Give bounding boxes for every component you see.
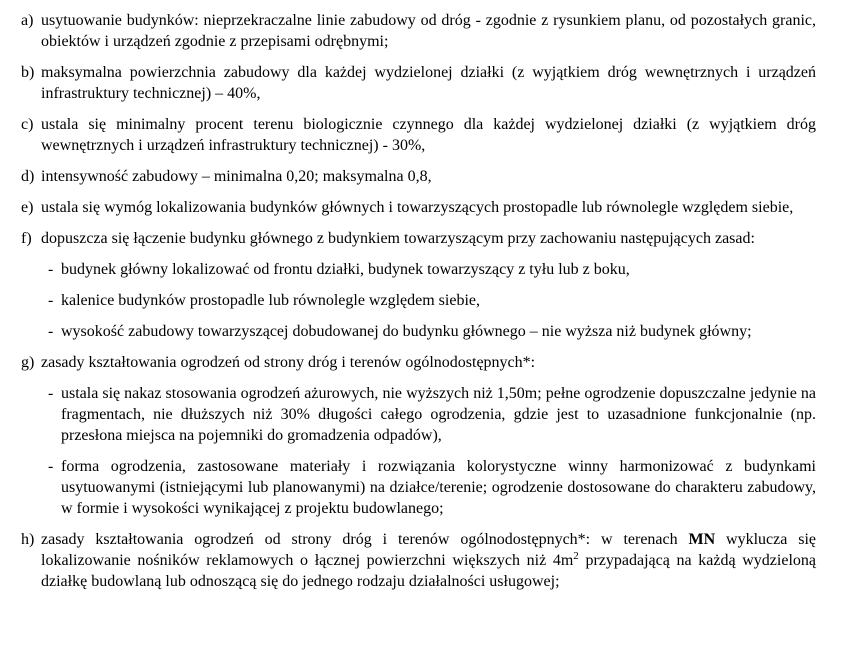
list-item-d: [21, 166, 816, 187]
list-marker: e): [21, 199, 34, 216]
list-marker: f): [21, 230, 32, 247]
zone-code-mn: MN: [688, 531, 716, 548]
dash-marker: -: [48, 323, 54, 340]
list-item-text-end: przypadającą na każdą wydzieloną działkę budowlaną lub odnoszącą się do jednego rodzaju działalności usługowej;: [41, 552, 816, 590]
sub-item-g2: [21, 456, 816, 519]
list-marker: d): [21, 168, 35, 185]
sub-item-text: wysokość zabudowy towarzyszącej dobudowanej do budynku głównego – nie wyższa niż budynek główny;: [61, 323, 752, 340]
sub-item-f2: [21, 290, 816, 311]
list-item-a: [21, 10, 816, 52]
dash-marker: -: [48, 458, 54, 475]
sub-item-text: kalenice budynków prostopadle lub równolegle względem siebie,: [61, 292, 480, 309]
list-marker: c): [21, 116, 34, 133]
dash-marker: -: [48, 292, 54, 309]
list-item-f: [21, 228, 816, 249]
sub-item-g1: [21, 383, 816, 446]
list-item-text-middle: wyklucza się lokalizowanie nośników reklamowych o łącznej powierzchni większych niż 4m: [41, 531, 817, 569]
superscript-2: 2: [573, 550, 579, 562]
list-item-text: intensywność zabudowy – minimalna 0,20; maksymalna 0,8,: [41, 168, 432, 185]
sub-item-text: forma ogrodzenia, zastosowane materiały i rozwiązania kolorystyczne winny harmonizować z budynkami usytuowanymi (istniejącymi lub planowanymi) na działce/terenie; ogrodzenie dostosowane do charakteru zabudowy, w formie i wysokości wynikającej z projektu budowlanego;: [61, 458, 816, 517]
list-marker: h): [21, 531, 35, 548]
list-item-text: ustala się minimalny procent terenu biologicznie czynnego dla każdej wydzielonej działki (z wyjątkiem dróg wewnętrznych i urządzeń infrastruktury technicznej) - 30%,: [41, 116, 816, 154]
list-marker: b): [21, 64, 35, 81]
dash-marker: -: [48, 261, 54, 278]
list-item-text-start: zasady kształtowania ogrodzeń od strony dróg i terenów ogólnodostępnych*: w terenach: [41, 531, 689, 548]
list-item-text: zasady kształtowania ogrodzeń od strony dróg i terenów ogólnodostępnych*:: [41, 354, 536, 371]
list-item-c: [21, 114, 816, 156]
sub-item-f1: [21, 259, 816, 280]
list-item-h: [21, 529, 816, 592]
list-item-text: ustala się wymóg lokalizowania budynków głównych i towarzyszących prostopadle lub równolegle względem siebie,: [41, 199, 794, 216]
list-item-text: usytuowanie budynków: nieprzekraczalne linie zabudowy od dróg - zgodnie z rysunkiem planu, od pozostałych granic, obiektów i urządzeń zgodnie z przepisami odrębnymi;: [41, 12, 816, 50]
sub-item-text: budynek główny lokalizować od frontu działki, budynek towarzyszący z tyłu lub z boku,: [61, 261, 630, 278]
list-item-text: maksymalna powierzchnia zabudowy dla każdej wydzielonej działki (z wyjątkiem dróg wewnętrznych i urządzeń infrastruktury technicznej) – 40%,: [41, 64, 816, 102]
document-body: [21, 10, 816, 602]
list-item-e: [21, 197, 816, 218]
list-marker: a): [21, 12, 34, 29]
sub-item-text: ustala się nakaz stosowania ogrodzeń ażurowych, nie wyższych niż 1,50m; pełne ogrodzenie dopuszczalne jedynie na fragmentach, nie dłuższych niż 30% długości całego ogrodzenia, gdzie jest to uzasadnione funkcjonalnie (np. przesłona miejsca na pojemniki do gromadzenia odpadów),: [61, 385, 816, 444]
dash-marker: -: [48, 385, 54, 402]
list-item-g: [21, 352, 816, 373]
sub-item-f3: [21, 321, 816, 342]
list-item-b: [21, 62, 816, 104]
list-marker: g): [21, 354, 35, 371]
list-item-text: dopuszcza się łączenie budynku głównego z budynkiem towarzyszącym przy zachowaniu następujących zasad:: [41, 230, 755, 247]
